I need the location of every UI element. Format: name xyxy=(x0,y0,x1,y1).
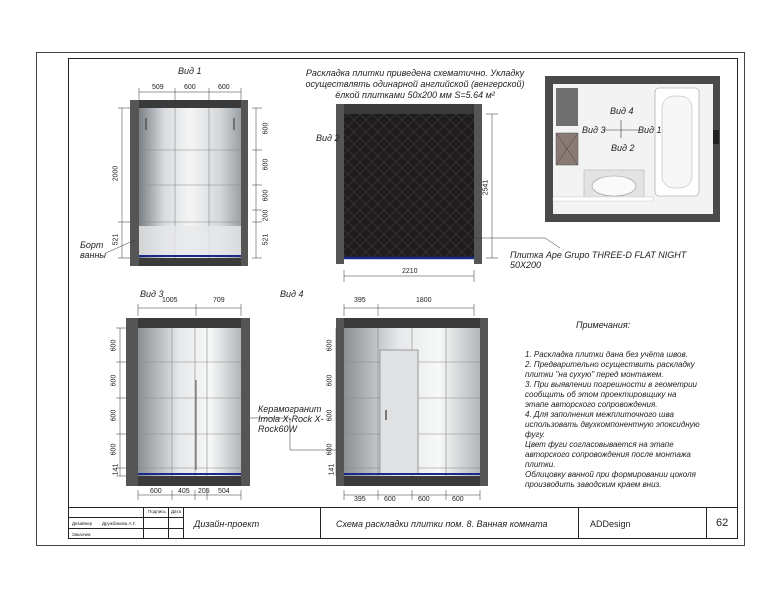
note-line: авторского сопровождения после монтажа xyxy=(525,450,691,459)
note-line: сообщить об этом проектировщику на xyxy=(525,390,677,399)
view-1-label: Вид 1 xyxy=(178,66,202,76)
stamp-designer-role: Дизайнер xyxy=(72,521,93,526)
dim-v3-left-3: 600 xyxy=(110,443,118,456)
dim-v3-left-2: 600 xyxy=(110,409,118,422)
stamp-sheet-title: Схема раскладки плитки пом. 8. Ванная комната xyxy=(336,519,548,529)
stamp-project: Дизайн-проект xyxy=(194,519,260,529)
note-line: Цвет фуги согласовывается на этапе xyxy=(525,440,674,449)
dim-v1-top-2: 600 xyxy=(218,84,230,91)
dim-v1-right-4: 521 xyxy=(262,233,270,246)
plan-view-3-label: Вид 3 xyxy=(582,125,606,135)
view-3-elevation xyxy=(116,304,343,500)
dim-v4-left-2: 600 xyxy=(326,409,334,422)
dim-v4-left-1: 600 xyxy=(326,374,334,387)
dim-v3-bottom-2: 205 xyxy=(198,488,210,495)
dim-v4-left-3: 600 xyxy=(326,443,334,456)
dim-v1-right-2: 600 xyxy=(262,189,270,202)
view-2-label: Вид 2 xyxy=(316,133,340,143)
dim-v2-bottom: 2210 xyxy=(402,268,418,275)
dim-v3-bottom-0: 600 xyxy=(150,488,162,495)
note-line: 3. При выявлении погрешности в геометрии xyxy=(525,380,697,389)
dim-v3-left-4: 141 xyxy=(112,463,120,476)
note-line: плитки "на сухую" перед монтажем. xyxy=(525,370,664,379)
bath-border-label: Борт ванны xyxy=(80,240,107,260)
dim-v1-left-1: 521 xyxy=(112,233,120,246)
dim-v1-right-0: 600 xyxy=(262,122,270,135)
dim-v1-right-1: 600 xyxy=(262,158,270,171)
stamp-company: ADDesign xyxy=(590,519,631,529)
note-line: фугу. xyxy=(525,430,546,439)
notes-list xyxy=(525,350,720,490)
view-1-elevation xyxy=(106,88,262,266)
note-line: этапе авторского сопровождения. xyxy=(525,400,658,409)
tile-label: Плитка Ape Grupo THREE-D FLAT NIGHT 50X200 xyxy=(510,250,687,270)
view-4-elevation xyxy=(336,304,488,500)
note-line: использовать двухкомпонентную эпоксидную xyxy=(525,420,700,429)
dim-v1-left-0: 2000 xyxy=(112,165,120,182)
plan-view-1-label: Вид 1 xyxy=(638,125,662,135)
plan-view-2-label: Вид 2 xyxy=(611,143,635,153)
dim-v3-bottom-3: 504 xyxy=(218,488,230,495)
dim-v4-top-1: 1800 xyxy=(416,297,432,304)
stamp-client-role: Заказчик xyxy=(72,532,91,537)
dim-v1-right-3: 200 xyxy=(262,209,270,222)
dim-v3-left-0: 600 xyxy=(110,339,118,352)
layout-note: Раскладка плитки приведена схематично. Укладку осуществлять одинарной английской (венгерской) ёлкой плитками 50x200 мм S=5.64 м² xyxy=(305,68,525,100)
dim-v3-bottom-1: 405 xyxy=(178,488,190,495)
title-block xyxy=(68,507,738,539)
dim-v3-top-0: 1005 xyxy=(162,297,178,304)
note-line: 4. Для заполнения межплиточного шва xyxy=(525,410,674,419)
note-line: плитки. xyxy=(525,460,556,469)
note-line: 1. Раскладка плитки дана без учёта швов. xyxy=(525,350,688,359)
notes-title: Примечания: xyxy=(576,320,631,330)
stamp-sheet-number: 62 xyxy=(716,517,729,529)
dim-v1-top-1: 600 xyxy=(184,84,196,91)
dim-v4-bottom-2: 600 xyxy=(418,496,430,503)
stamp-date-header: Дата xyxy=(171,509,181,514)
note-line: Облицовку ванной при формировании цоколя xyxy=(525,470,696,479)
stamp-designer-name: Дружбакова А.Г. xyxy=(102,521,136,526)
dim-v4-bottom-1: 600 xyxy=(384,496,396,503)
dim-v2-right: 2541 xyxy=(482,179,490,196)
dim-v3-left-1: 600 xyxy=(110,374,118,387)
dim-v1-top-0: 509 xyxy=(152,84,164,91)
dim-v4-left-4: 141 xyxy=(328,463,336,476)
view-3-label: Вид 3 xyxy=(140,289,164,299)
note-line: 2. Предварительно осуществить раскладку xyxy=(525,360,695,369)
stamp-signature-header: Подпись xyxy=(148,509,166,514)
dim-v4-left-0: 600 xyxy=(326,339,334,352)
dim-v4-bottom-0: 395 xyxy=(354,496,366,503)
dim-v4-top-0: 395 xyxy=(354,297,366,304)
porcelain-label: Керамогранит Imola X-Rock X-Rock60W xyxy=(258,404,324,434)
dim-v4-bottom-3: 600 xyxy=(452,496,464,503)
plan-view-4-label: Вид 4 xyxy=(610,106,634,116)
note-line: производить заводским краем вниз. xyxy=(525,480,662,489)
view-4-label: Вид 4 xyxy=(280,289,304,299)
dim-v3-top-1: 709 xyxy=(213,297,225,304)
